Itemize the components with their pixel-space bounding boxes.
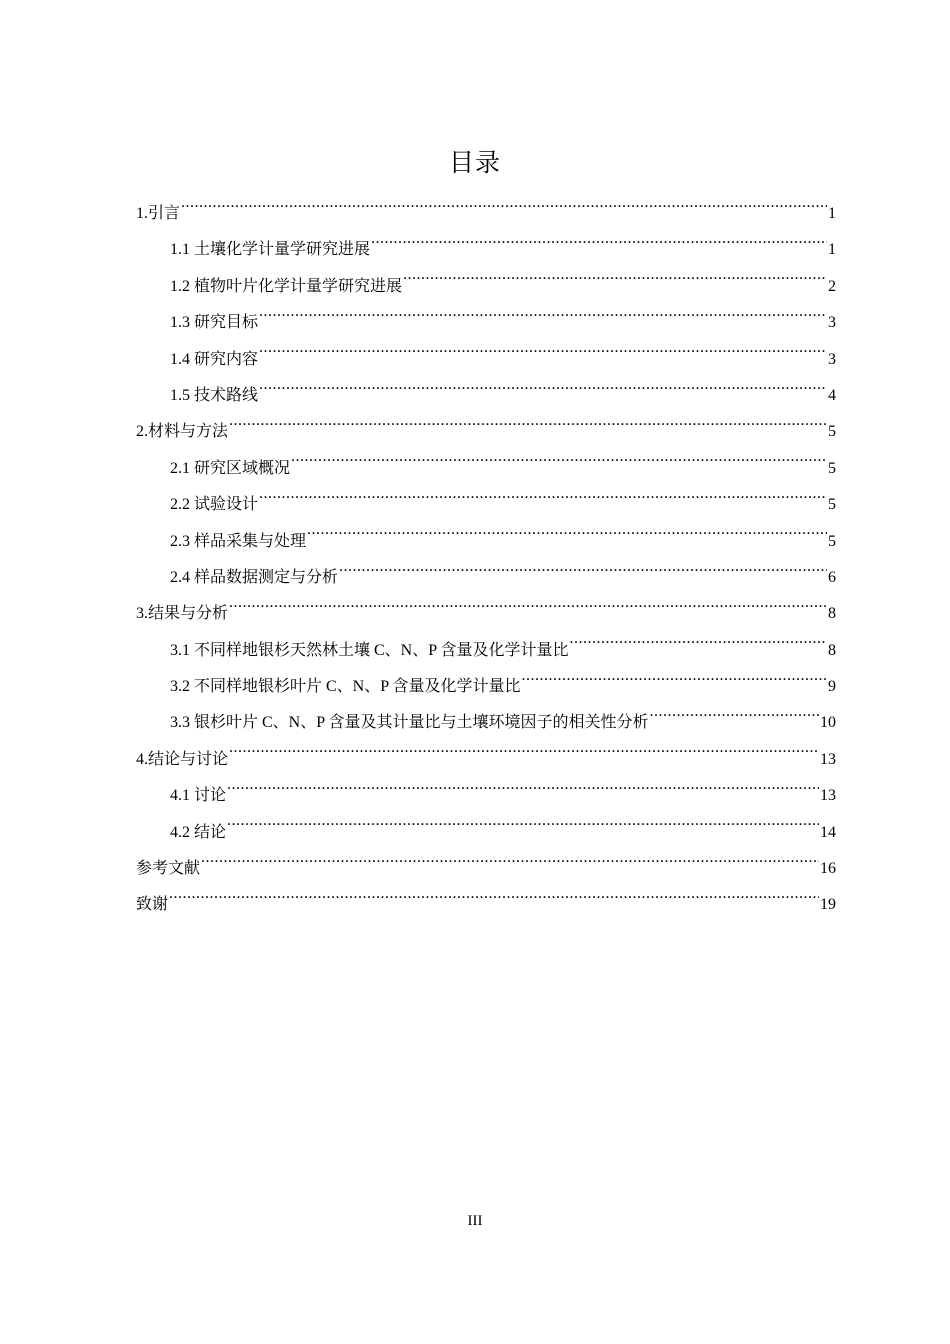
toc-entry-label: 2.4 样品数据测定与分析	[170, 568, 339, 586]
toc-dot-leader	[570, 639, 827, 655]
toc-list	[136, 196, 836, 924]
toc-entry[interactable]	[136, 705, 836, 741]
toc-entry[interactable]	[136, 487, 836, 523]
toc-entry-label: 3.3 银杉叶片 C、N、P 含量及其计量比与土壤环境因子的相关性分析	[170, 714, 649, 732]
toc-dot-leader	[259, 311, 827, 327]
toc-entry-label: 1.5 技术路线	[170, 386, 259, 404]
toc-entry-label: 4.2 结论	[170, 823, 227, 841]
toc-entry-page: 14	[820, 823, 836, 841]
footer-page-number: III	[467, 1213, 483, 1229]
toc-entry[interactable]	[136, 851, 836, 887]
toc-entry[interactable]	[136, 305, 836, 341]
toc-entry-label: 1.3 研究目标	[170, 314, 259, 332]
toc-entry[interactable]	[136, 524, 836, 560]
toc-entry-label: 2.3 样品采集与处理	[170, 532, 307, 550]
toc-entry[interactable]	[136, 232, 836, 268]
toc-dot-leader	[201, 857, 819, 873]
toc-dot-leader	[259, 348, 827, 364]
toc-dot-leader	[259, 493, 827, 509]
toc-dot-leader	[259, 384, 827, 400]
toc-dot-leader	[229, 602, 827, 618]
toc-dot-leader	[339, 566, 827, 582]
toc-dot-leader	[181, 202, 827, 218]
toc-entry[interactable]	[136, 887, 836, 923]
toc-entry[interactable]	[136, 560, 836, 596]
toc-entry[interactable]	[136, 269, 836, 305]
toc-dot-leader	[291, 457, 827, 473]
toc-entry-label: 1.1 土壤化学计量学研究进展	[170, 241, 371, 259]
toc-entry[interactable]	[136, 196, 836, 232]
toc-entry[interactable]	[136, 778, 836, 814]
toc-entry-page: 5	[828, 423, 836, 441]
toc-entry-label: 1.引言	[136, 205, 181, 222]
toc-entry[interactable]	[136, 414, 836, 450]
toc-entry[interactable]	[136, 342, 836, 378]
toc-entry-label: 2.1 研究区域概况	[170, 459, 291, 477]
toc-entry-page: 16	[820, 860, 836, 878]
toc-entry-label: 2.2 试验设计	[170, 496, 259, 514]
toc-entry-label: 3.2 不同样地银杉叶片 C、N、P 含量及化学计量比	[170, 678, 521, 696]
toc-entry-label: 1.2 植物叶片化学计量学研究进展	[170, 277, 403, 295]
toc-entry[interactable]	[136, 633, 836, 669]
toc-entry-page: 13	[820, 787, 836, 805]
toc-entry-page: 5	[828, 532, 836, 550]
toc-entry-page: 1	[828, 205, 836, 222]
toc-title: 目录	[448, 148, 501, 177]
toc-entry-page: 2	[828, 277, 836, 295]
toc-dot-leader	[403, 275, 827, 291]
toc-dot-leader	[227, 821, 819, 837]
toc-dot-leader	[522, 675, 827, 691]
toc-entry-label: 致谢	[136, 896, 169, 914]
toc-entry[interactable]	[136, 815, 836, 851]
toc-entry-label: 4.1 讨论	[170, 787, 227, 805]
toc-entry-page: 5	[828, 459, 836, 477]
toc-entry-page: 5	[828, 496, 836, 514]
toc-entry-label: 2.材料与方法	[136, 423, 229, 441]
toc-entry-page: 8	[828, 641, 836, 659]
toc-dot-leader	[229, 748, 819, 764]
toc-entry-page: 3	[828, 350, 836, 368]
toc-entry-page: 19	[820, 896, 836, 914]
toc-dot-leader	[169, 893, 819, 909]
toc-entry[interactable]	[136, 742, 836, 778]
toc-entry-page: 8	[828, 605, 836, 623]
toc-entry[interactable]	[136, 669, 836, 705]
toc-entry-page: 6	[828, 568, 836, 586]
toc-entry-label: 4.结论与讨论	[136, 750, 229, 768]
toc-dot-leader	[229, 420, 827, 436]
toc-entry-label: 1.4 研究内容	[170, 350, 259, 368]
toc-dot-leader	[227, 784, 819, 800]
toc-entry[interactable]	[136, 451, 836, 487]
toc-entry-page: 13	[820, 750, 836, 768]
toc-dot-leader	[371, 238, 827, 254]
toc-entry-page: 4	[828, 386, 836, 404]
toc-dot-leader	[650, 711, 819, 727]
toc-entry-label: 3.1 不同样地银杉天然林土壤 C、N、P 含量及化学计量比	[170, 641, 569, 659]
toc-entry[interactable]	[136, 596, 836, 632]
toc-dot-leader	[307, 530, 827, 546]
toc-entry-page: 1	[828, 241, 836, 259]
toc-entry-page: 9	[828, 678, 836, 696]
toc-entry-page: 3	[828, 314, 836, 332]
toc-entry-page: 10	[820, 714, 836, 732]
toc-entry-label: 3.结果与分析	[136, 605, 229, 623]
toc-entry-label: 参考文献	[136, 860, 201, 878]
toc-entry[interactable]	[136, 378, 836, 414]
